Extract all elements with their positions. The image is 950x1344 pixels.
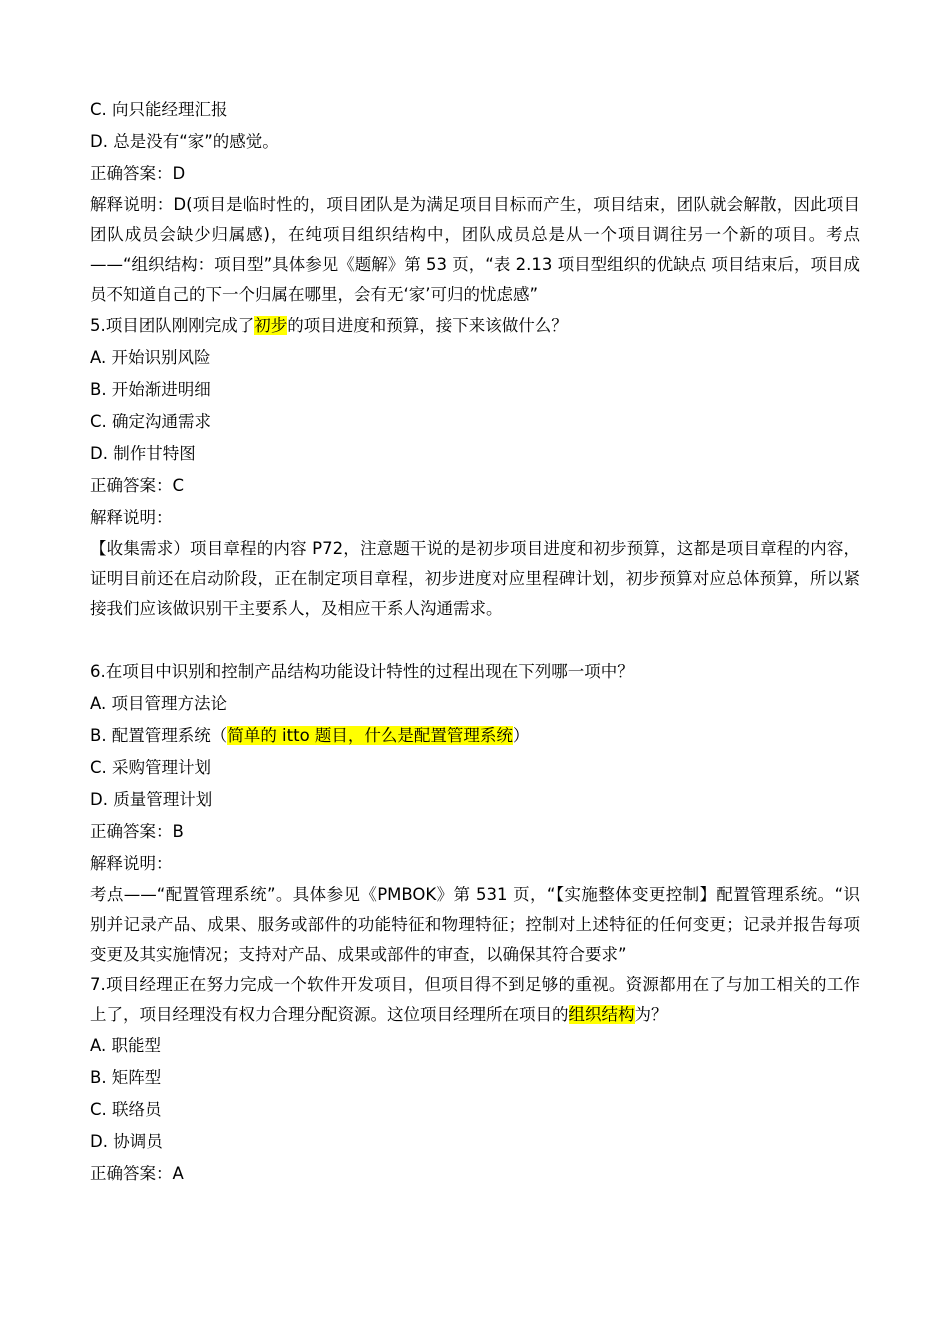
q5-explanation: 【收集需求）项目章程的内容 P72，注意题干说的是初步项目进度和初步预算，这都是项目章程的内容，证明目前还在启动阶段，正在制定项目章程，初步进度对应里程碑计划，初步预算对应总体预算，所以紧接我们应该做识别干主要系人，及相应干系人沟通需求。 — [90, 539, 860, 618]
q7-question-highlight: 组织结构 — [568, 1005, 635, 1024]
q4-option-d: D. 总是没有“家”的感觉。 — [90, 132, 279, 151]
q5-question-highlight: 初步 — [254, 316, 288, 335]
q5-option-b: B. 开始渐进明细 — [90, 380, 211, 399]
q7-question-pre: 7.项目经理正在努力完成一个软件开发项目，但项目得不到足够的重视。资源都用在了与加工相关的工作上了，项目经理没有权力合理分配资源。这位项目经理所在项目的 — [90, 975, 860, 1024]
q5-option-a: A. 开始识别风险 — [90, 348, 211, 367]
q5-question-pre: 5.项目团队刚刚完成了 — [90, 316, 255, 335]
q5-question-post: 的项目进度和预算，接下来该做什么？ — [287, 316, 568, 335]
document-page — [90, 94, 860, 1190]
q5-answer: 正确答案：C — [90, 476, 185, 495]
q6-explanation: 考点——“配置管理系统”。具体参见《PMBOK》第 531 页，“【实施整体变更控制】配置管理系统。“识别并记录产品、成果、服务或部件的功能特征和物理特征；控制对上述特征的任何变更；记录并报告每项变更及其实施情况；支持对产品、成果或部件的审查，以确保其符合要求” — [90, 885, 860, 964]
q6-option-a: A. 项目管理方法论 — [90, 694, 227, 713]
q6-explanation-label: 解释说明： — [90, 854, 173, 873]
q6-option-c: C. 采购管理计划 — [90, 758, 212, 777]
q7-question-post: 为？ — [634, 1005, 668, 1024]
q7-answer: 正确答案：A — [90, 1164, 184, 1183]
q7-option-c: C. 联络员 — [90, 1100, 162, 1119]
q6-answer: 正确答案：B — [90, 822, 184, 841]
q6-option-d: D. 质量管理计划 — [90, 790, 213, 809]
q4-answer: 正确答案：D — [90, 164, 186, 183]
q4-option-c: C. 向只能经理汇报 — [90, 100, 228, 119]
q7-option-b: B. 矩阵型 — [90, 1068, 162, 1087]
blank-line — [90, 624, 860, 656]
q5-option-d: D. 制作甘特图 — [90, 444, 196, 463]
q5-question — [90, 310, 860, 342]
q6-option-b-pre: B. 配置管理系统（ — [90, 726, 228, 745]
q4-explanation: 解释说明：D(项目是临时性的，项目团队是为满足项目目标而产生，项目结束，团队就会解散，因此项目团队成员会缺少归属感)，在纯项目组织结构中，团队成员总是从一个项目调往另一个新的项目。考点——“组织结构：项目型”具体参见《题解》第 53 页，“表 2.13 项目型组织的优缺点 项目结束后，项目成员不知道自己的下一个归属在哪里，会有无‘家’可归的忧虑感” — [90, 195, 860, 304]
q6-option-b-highlight: 简单的 itto 题目，什么是配置管理系统 — [227, 726, 513, 745]
q7-option-a: A. 职能型 — [90, 1036, 161, 1055]
q7-question — [90, 970, 860, 1030]
q5-option-c: C. 确定沟通需求 — [90, 412, 212, 431]
q7-option-d: D. 协调员 — [90, 1132, 163, 1151]
q6-question: 6.在项目中识别和控制产品结构功能设计特性的过程出现在下列哪一项中？ — [90, 662, 634, 681]
q6-option-b — [90, 720, 860, 752]
q6-option-b-post: ） — [512, 726, 530, 745]
q5-explanation-label: 解释说明： — [90, 508, 173, 527]
